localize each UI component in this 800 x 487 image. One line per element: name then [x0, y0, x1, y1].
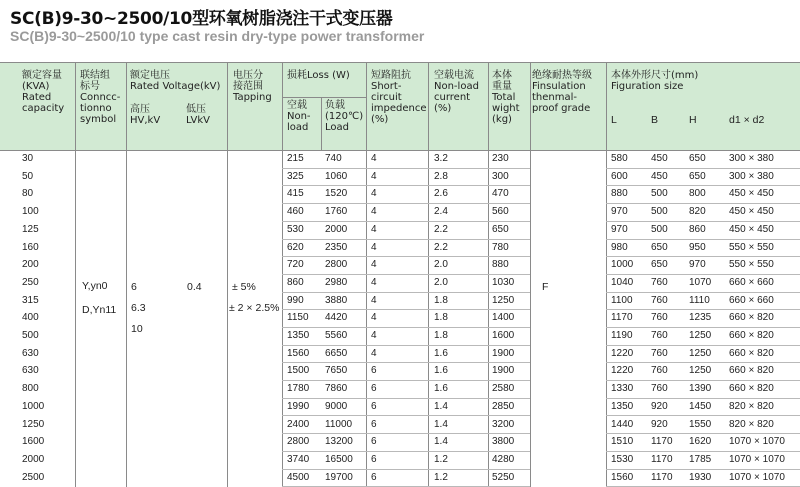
cell-dim-b: 760 [651, 312, 668, 323]
cell-capacity: 80 [22, 188, 34, 199]
cell-impedance: 6 [371, 419, 377, 430]
row-separator [606, 433, 800, 434]
cell-dim-l: 1510 [611, 436, 634, 447]
row-separator [282, 203, 530, 204]
header-tapping: 电压分 接范围 Tapping [233, 70, 272, 103]
row-separator [282, 362, 530, 363]
row-separator [606, 185, 800, 186]
loss-subdivider [321, 98, 322, 150]
cell-impedance: 6 [371, 365, 377, 376]
cell-dim-l: 1220 [611, 365, 634, 376]
cell-weight: 2850 [492, 401, 515, 412]
cell-dim-l: 980 [611, 242, 628, 253]
cell-load-loss: 7650 [325, 365, 348, 376]
cell-noload-loss: 1990 [287, 401, 310, 412]
cell-capacity: 630 [22, 348, 39, 359]
cell-dim-h: 1550 [689, 419, 712, 430]
cell-capacity: 50 [22, 171, 34, 182]
cell-noload-current: 3.2 [434, 153, 448, 164]
cell-dim-b: 920 [651, 401, 668, 412]
cell-dim-d: 660 × 820 [729, 365, 774, 376]
cell-impedance: 6 [371, 472, 377, 483]
cell-impedance: 4 [371, 242, 377, 253]
cell-dim-d: 450 × 450 [729, 206, 774, 217]
cell-dim-h: 1070 [689, 277, 712, 288]
header-b: B [651, 114, 659, 126]
cell-dim-h: 1390 [689, 383, 712, 394]
cell-noload-current: 2.2 [434, 224, 448, 235]
cell-weight: 5250 [492, 472, 515, 483]
page-title: SC(B)9-30~2500/10型环氧树脂浇注干式变压器 [10, 9, 393, 29]
cell-dim-h: 1250 [689, 330, 712, 341]
row-separator [282, 239, 530, 240]
cell-impedance: 4 [371, 153, 377, 164]
header-load: 负载 (120℃) Load [325, 100, 364, 133]
hv-10: 10 [131, 323, 143, 335]
cell-noload-current: 2.0 [434, 277, 448, 288]
cell-noload-current: 1.4 [434, 419, 448, 430]
cell-dim-d: 660 × 660 [729, 295, 774, 306]
cell-dim-d: 1070 × 1070 [729, 454, 785, 465]
cell-noload-current: 2.2 [434, 242, 448, 253]
cell-dim-l: 1190 [611, 330, 633, 341]
row-separator [282, 309, 530, 310]
cell-dim-h: 650 [689, 153, 706, 164]
column-divider [530, 62, 531, 487]
cell-weight: 1900 [492, 348, 515, 359]
header-impedance: 短路阻抗 Short- circuit impedence (%) [371, 70, 427, 125]
cell-noload-current: 1.2 [434, 454, 448, 465]
cell-dim-l: 1530 [611, 454, 634, 465]
cell-dim-d: 550 × 550 [729, 259, 774, 270]
cell-load-loss: 9000 [325, 401, 348, 412]
row-separator [282, 256, 530, 257]
symbol-dyn11: D,Yn11 [82, 304, 117, 316]
cell-impedance: 6 [371, 383, 377, 394]
header-symbol: 联结组 标号 Conncc- tionno symbol [80, 70, 121, 125]
cell-impedance: 4 [371, 312, 377, 323]
row-separator [282, 185, 530, 186]
cell-dim-d: 450 × 450 [729, 224, 774, 235]
cell-impedance: 4 [371, 348, 377, 359]
cell-dim-b: 760 [651, 277, 668, 288]
cell-dim-b: 760 [651, 348, 668, 359]
header-rule [0, 62, 800, 63]
cell-dim-b: 650 [651, 259, 668, 270]
cell-dim-l: 1560 [611, 472, 634, 483]
header-weight: 本体 重量 Total wight (kg) [492, 70, 520, 125]
cell-weight: 300 [492, 171, 509, 182]
cell-dim-l: 600 [611, 171, 628, 182]
cell-load-loss: 16500 [325, 454, 353, 465]
page-subtitle: SC(B)9-30~2500/10 type cast resin dry-type power transformer [10, 28, 425, 44]
cell-dim-h: 1235 [689, 312, 712, 323]
cell-capacity: 2500 [22, 472, 45, 483]
cell-noload-loss: 4500 [287, 472, 310, 483]
cell-noload-current: 2.8 [434, 171, 448, 182]
cell-dim-b: 500 [651, 188, 668, 199]
cell-dim-l: 1040 [611, 277, 634, 288]
cell-weight: 4280 [492, 454, 515, 465]
tapping-2x2-5pct: ± 2 × 2.5% [229, 302, 280, 314]
row-separator [606, 309, 800, 310]
cell-dim-b: 1170 [651, 436, 673, 447]
cell-dim-h: 1450 [689, 401, 712, 412]
row-separator [606, 168, 800, 169]
row-separator [282, 415, 530, 416]
column-divider [126, 62, 127, 487]
cell-load-loss: 19700 [325, 472, 353, 483]
cell-dim-l: 1350 [611, 401, 634, 412]
cell-dim-d: 300 × 380 [729, 153, 774, 164]
symbol-yyn0: Y,yn0 [82, 280, 108, 292]
header-voltage: 额定电压 Rated Voltage(kV) [130, 70, 221, 92]
cell-noload-current: 1.8 [434, 312, 448, 323]
row-separator [606, 256, 800, 257]
cell-dim-h: 1785 [689, 454, 712, 465]
cell-capacity: 125 [22, 224, 39, 235]
cell-noload-current: 1.2 [434, 472, 448, 483]
cell-dim-h: 650 [689, 171, 706, 182]
cell-noload-current: 1.6 [434, 365, 448, 376]
cell-capacity: 1600 [22, 436, 45, 447]
row-separator [606, 221, 800, 222]
cell-dim-d: 660 × 820 [729, 312, 774, 323]
row-separator [282, 398, 530, 399]
cell-capacity: 200 [22, 259, 39, 270]
cell-dim-h: 1250 [689, 348, 712, 359]
row-separator [606, 292, 800, 293]
cell-dim-d: 1070 × 1070 [729, 472, 785, 483]
header-noload: 空载 Non- load [287, 100, 311, 133]
cell-dim-d: 660 × 660 [729, 277, 774, 288]
cell-dim-h: 1620 [689, 436, 712, 447]
cell-capacity: 630 [22, 365, 39, 376]
cell-dim-b: 650 [651, 242, 668, 253]
row-separator [606, 274, 800, 275]
cell-load-loss: 11000 [325, 419, 353, 430]
row-separator [282, 345, 530, 346]
header-loss: 损耗Loss (W) [287, 70, 350, 81]
cell-noload-loss: 1150 [287, 312, 309, 323]
hv-6: 6 [131, 281, 137, 293]
row-separator [282, 168, 530, 169]
cell-noload-loss: 325 [287, 171, 304, 182]
cell-weight: 3800 [492, 436, 515, 447]
cell-load-loss: 13200 [325, 436, 353, 447]
cell-load-loss: 3880 [325, 295, 348, 306]
cell-dim-h: 820 [689, 206, 706, 217]
cell-dim-b: 450 [651, 153, 668, 164]
cell-dim-d: 550 × 550 [729, 242, 774, 253]
header-insulation: 绝缘耐热等级 Finsulation thenmal- proof grade [532, 70, 592, 114]
cell-noload-current: 1.4 [434, 401, 448, 412]
cell-weight: 2580 [492, 383, 515, 394]
header-h: H [689, 114, 697, 126]
row-separator [606, 203, 800, 204]
cell-impedance: 4 [371, 188, 377, 199]
cell-capacity: 250 [22, 277, 39, 288]
cell-noload-current: 1.6 [434, 383, 448, 394]
cell-load-loss: 1060 [325, 171, 348, 182]
row-separator [606, 327, 800, 328]
cell-dim-d: 660 × 820 [729, 383, 774, 394]
header-current: 空载电流 Non-load current (%) [434, 70, 479, 114]
row-separator [282, 469, 530, 470]
header-capacity: 额定容量 (KVA) Rated capacity [22, 70, 65, 114]
cell-dim-l: 1000 [611, 259, 634, 270]
header-figuration: 本体外形尺寸(mm) Figuration size [611, 70, 699, 92]
cell-noload-loss: 1560 [287, 348, 310, 359]
cell-dim-l: 970 [611, 206, 628, 217]
cell-load-loss: 740 [325, 153, 342, 164]
header-rule [282, 97, 366, 98]
cell-dim-l: 1170 [611, 312, 633, 323]
cell-capacity: 315 [22, 295, 39, 306]
cell-load-loss: 2800 [325, 259, 348, 270]
cell-noload-loss: 720 [287, 259, 304, 270]
header-d1-d2: d1 × d2 [729, 114, 765, 126]
cell-noload-current: 1.8 [434, 330, 448, 341]
cell-noload-loss: 3740 [287, 454, 310, 465]
cell-weight: 1250 [492, 295, 515, 306]
column-divider [75, 62, 76, 487]
cell-impedance: 4 [371, 206, 377, 217]
cell-noload-loss: 530 [287, 224, 304, 235]
cell-noload-loss: 1500 [287, 365, 310, 376]
cell-noload-current: 2.0 [434, 259, 448, 270]
row-separator [606, 239, 800, 240]
cell-load-loss: 2980 [325, 277, 348, 288]
cell-capacity: 500 [22, 330, 39, 341]
cell-capacity: 800 [22, 383, 39, 394]
cell-noload-loss: 990 [287, 295, 304, 306]
row-separator [282, 451, 530, 452]
cell-dim-d: 450 × 450 [729, 188, 774, 199]
cell-dim-l: 580 [611, 153, 628, 164]
cell-dim-b: 760 [651, 330, 668, 341]
cell-weight: 1600 [492, 330, 515, 341]
cell-dim-h: 970 [689, 259, 706, 270]
cell-load-loss: 2350 [325, 242, 348, 253]
cell-weight: 230 [492, 153, 509, 164]
column-divider [227, 62, 228, 487]
cell-noload-loss: 620 [287, 242, 304, 253]
cell-dim-b: 760 [651, 383, 668, 394]
cell-load-loss: 1520 [325, 188, 348, 199]
header-hv: 高压 HV,kV [130, 104, 161, 126]
row-separator [606, 415, 800, 416]
cell-noload-current: 1.8 [434, 295, 448, 306]
cell-dim-b: 760 [651, 365, 668, 376]
cell-noload-loss: 2400 [287, 419, 310, 430]
row-separator [282, 433, 530, 434]
cell-dim-h: 800 [689, 188, 706, 199]
cell-dim-b: 500 [651, 224, 668, 235]
cell-dim-l: 880 [611, 188, 628, 199]
cell-weight: 880 [492, 259, 509, 270]
cell-weight: 560 [492, 206, 509, 217]
cell-weight: 1400 [492, 312, 515, 323]
cell-weight: 780 [492, 242, 509, 253]
cell-capacity: 1000 [22, 401, 45, 412]
cell-dim-b: 920 [651, 419, 668, 430]
cell-impedance: 4 [371, 259, 377, 270]
cell-impedance: 4 [371, 330, 377, 341]
header-rule [0, 150, 800, 151]
cell-weight: 3200 [492, 419, 515, 430]
hv-6-3: 6.3 [131, 302, 146, 314]
cell-load-loss: 7860 [325, 383, 348, 394]
row-separator [606, 451, 800, 452]
cell-dim-l: 1330 [611, 383, 634, 394]
cell-dim-l: 1440 [611, 419, 634, 430]
cell-dim-d: 820 × 820 [729, 401, 774, 412]
cell-noload-loss: 460 [287, 206, 304, 217]
cell-dim-b: 760 [651, 295, 668, 306]
row-separator [282, 274, 530, 275]
lv-0-4: 0.4 [187, 281, 202, 293]
cell-dim-h: 950 [689, 242, 706, 253]
cell-capacity: 400 [22, 312, 39, 323]
cell-dim-b: 1170 [651, 454, 673, 465]
cell-impedance: 4 [371, 295, 377, 306]
cell-capacity: 160 [22, 242, 39, 253]
row-separator [606, 469, 800, 470]
row-separator [606, 345, 800, 346]
row-separator [282, 327, 530, 328]
cell-noload-current: 1.4 [434, 436, 448, 447]
cell-noload-loss: 1780 [287, 383, 310, 394]
cell-dim-l: 970 [611, 224, 628, 235]
row-separator [282, 292, 530, 293]
cell-dim-b: 1170 [651, 472, 673, 483]
cell-capacity: 30 [22, 153, 34, 164]
cell-capacity: 1250 [22, 419, 45, 430]
cell-noload-loss: 415 [287, 188, 304, 199]
cell-noload-loss: 860 [287, 277, 304, 288]
cell-noload-current: 2.6 [434, 188, 448, 199]
cell-impedance: 4 [371, 224, 377, 235]
cell-weight: 1030 [492, 277, 515, 288]
cell-noload-loss: 1350 [287, 330, 310, 341]
cell-load-loss: 2000 [325, 224, 348, 235]
row-separator [282, 221, 530, 222]
cell-load-loss: 4420 [325, 312, 348, 323]
cell-impedance: 6 [371, 401, 377, 412]
cell-noload-current: 1.6 [434, 348, 448, 359]
cell-dim-h: 1110 [689, 295, 710, 306]
cell-weight: 470 [492, 188, 509, 199]
cell-dim-d: 820 × 820 [729, 419, 774, 430]
cell-dim-b: 500 [651, 206, 668, 217]
cell-dim-l: 1220 [611, 348, 634, 359]
cell-load-loss: 1760 [325, 206, 348, 217]
cell-weight: 650 [492, 224, 509, 235]
cell-dim-b: 450 [651, 171, 668, 182]
cell-capacity: 2000 [22, 454, 45, 465]
cell-dim-d: 660 × 820 [729, 330, 774, 341]
header-lv: 低压 LVkV [186, 104, 210, 126]
cell-load-loss: 6650 [325, 348, 348, 359]
row-separator [606, 362, 800, 363]
row-separator [282, 380, 530, 381]
cell-impedance: 6 [371, 454, 377, 465]
cell-dim-d: 660 × 820 [729, 348, 774, 359]
row-separator [606, 380, 800, 381]
cell-noload-current: 2.4 [434, 206, 448, 217]
cell-dim-d: 1070 × 1070 [729, 436, 785, 447]
cell-dim-h: 860 [689, 224, 706, 235]
cell-noload-loss: 215 [287, 153, 304, 164]
cell-capacity: 100 [22, 206, 39, 217]
cell-noload-loss: 2800 [287, 436, 310, 447]
cell-impedance: 4 [371, 171, 377, 182]
cell-weight: 1900 [492, 365, 515, 376]
header-l: L [611, 114, 617, 126]
row-separator [606, 398, 800, 399]
cell-dim-h: 1250 [689, 365, 712, 376]
cell-impedance: 6 [371, 436, 377, 447]
insulation-f: F [542, 281, 549, 293]
cell-load-loss: 5560 [325, 330, 348, 341]
cell-impedance: 4 [371, 277, 377, 288]
cell-dim-l: 1100 [611, 295, 633, 306]
cell-dim-h: 1930 [689, 472, 712, 483]
tapping-5pct: ± 5% [232, 281, 256, 293]
cell-dim-d: 300 × 380 [729, 171, 774, 182]
